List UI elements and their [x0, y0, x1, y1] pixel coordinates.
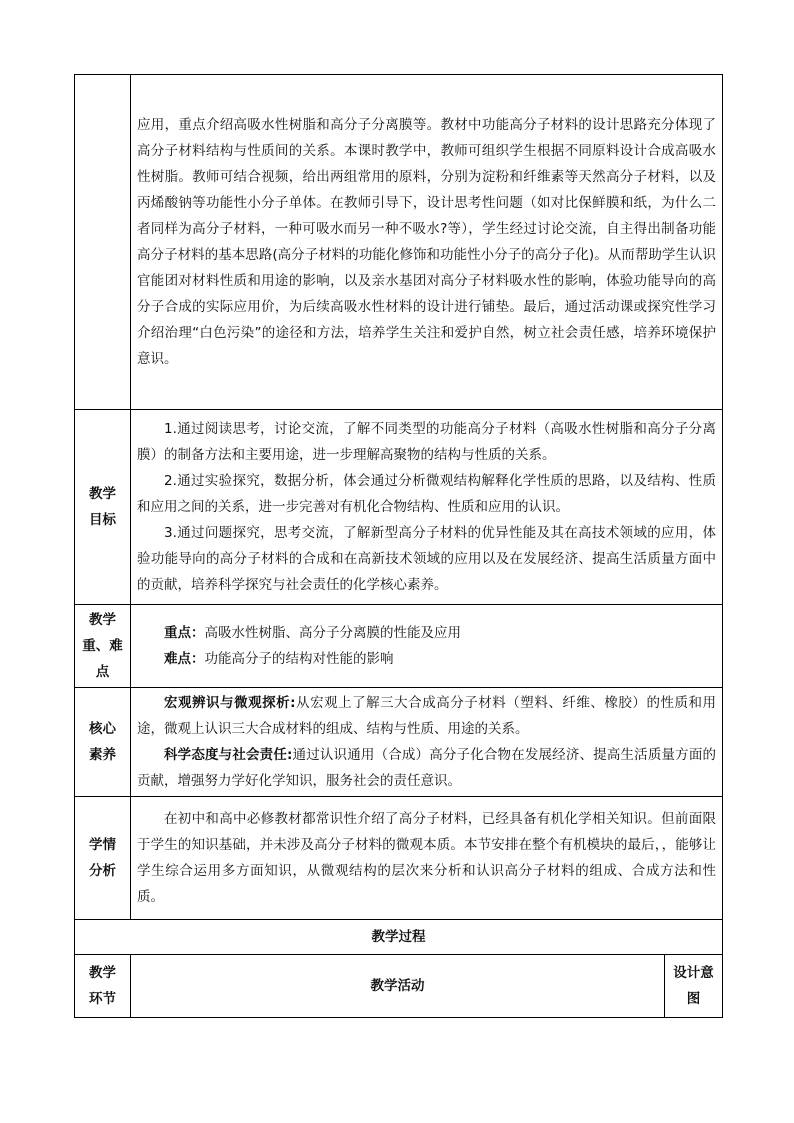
process-col3-line1: 设计意	[673, 965, 714, 981]
analysis-text: 在初中和高中必修教材都常识性介绍了高分子材料，已经具备有机化学相关知识。但前面限于学生的知识基础，并未涉及高分子材料的微观本质。本节安排在整个有机模块的最后，，能够让学生综合运用多方面知识，从微观结构的层次来分析和认识高分子材料的组成、合成方法和性质。	[137, 811, 716, 905]
process-col3-header	[665, 955, 723, 1018]
key-label-line2: 重、难	[82, 638, 123, 654]
process-col2-header: 教学活动	[131, 955, 665, 1018]
core-label-line1: 核心	[89, 721, 116, 737]
core-literacy-content-cell	[131, 688, 723, 797]
core-item-2-text: 通过认识通用（合成）高分子化合物在发展经济、提高生活质量方面的贡献，增强努力学好化学知识，服务社会的责任意识。	[137, 747, 716, 789]
key-points-content-cell	[131, 605, 723, 688]
key-points-row	[75, 605, 723, 688]
intro-row	[75, 75, 723, 410]
core-label-line2: 素养	[89, 747, 116, 763]
key-label-line3: 点	[95, 664, 110, 680]
process-col1-header	[75, 955, 131, 1018]
difficulty-text: 功能高分子的结构对性能的影响	[204, 651, 394, 667]
analysis-row	[75, 797, 723, 920]
analysis-content-cell	[131, 797, 723, 920]
key-points-label-cell	[75, 605, 131, 688]
goals-content-cell	[131, 410, 723, 605]
process-title: 教学过程	[75, 920, 723, 955]
core-literacy-row	[75, 688, 723, 797]
core-literacy-label-cell	[75, 688, 131, 797]
process-col1-line2: 环节	[89, 991, 116, 1007]
difficulty-label: 难点：	[164, 651, 205, 667]
process-col3-line2: 图	[686, 991, 701, 1007]
process-header-row	[75, 955, 723, 1018]
goals-label-line1: 教学	[89, 486, 116, 502]
core-item-1-label: 宏观辨识与微观探析:	[164, 695, 296, 711]
goals-label-cell	[75, 410, 131, 605]
intro-paragraph: 应用，重点介绍高吸水性树脂和高分子分离膜等。教材中功能高分子材料的设计思路充分体现了高分子材料结构与性质间的关系。本课时教学中，教师可组织学生根据不同原料设计合成高吸水性树脂。教师可结合视频，给出两组常用的原料，分别为淀粉和纤维素等天然高分子材料，以及丙烯酸钠等功能性小分子单体。在教师引导下，设计思考性问题（如对比保鲜膜和纸，为什么二者同样为高分子材料，一种可吸水而另一种不吸水?等），学生经过讨论交流，自主得出制备功能高分子材料的基本思路(高分子材料的功能化修饰和功能性小分子的高分子化)。从而帮助学生认识官能团对材料性质和用途的影响，以及亲水基团对高分子材料吸水性的影响，体验功能导向的高分子合成的实际应用价，为后续高吸水性材料的设计进行铺垫。最后，通过活动课或探究性学习介绍治理“白色污染”的途径和方法，培养学生关注和爱护自然，树立社会责任感，培养环境保护意识。	[137, 117, 716, 367]
focus-label: 重点：	[164, 625, 205, 641]
difficulty-line	[137, 646, 716, 672]
process-title-row	[75, 920, 723, 955]
goal-item-1: 1.通过阅读思考，讨论交流，了解不同类型的功能高分子材料（高吸水性树脂和高分子分离膜）的制备方法和主要用途，进一步理解高聚物的结构与性质的关系。	[137, 421, 716, 463]
process-col1-line1: 教学	[89, 965, 116, 981]
core-item-1-text: 从宏观上了解三大合成高分子材料（塑料、纤维、橡胶）的性质和用途，微观上认识三大合成材料的组成、结构与性质、用途的关系。	[137, 695, 717, 737]
intro-label-cell	[75, 75, 131, 410]
goals-label-line2: 目标	[89, 512, 116, 528]
intro-content-cell	[131, 75, 723, 410]
focus-text: 高吸水性树脂、高分子分离膜的性能及应用	[204, 625, 461, 641]
core-item-2-label: 科学态度与社会责任:	[164, 747, 293, 763]
analysis-label-line1: 学情	[89, 837, 116, 853]
analysis-label-line2: 分析	[89, 863, 116, 879]
focus-line	[137, 620, 716, 646]
key-label-line1: 教学	[89, 612, 116, 628]
analysis-label-cell	[75, 797, 131, 920]
lesson-plan-table	[74, 74, 723, 1018]
goals-row	[75, 410, 723, 605]
core-item-2	[137, 742, 716, 794]
goal-item-3: 3.通过问题探究，思考交流，了解新型高分子材料的优异性能及其在高技术领域的应用，体验功能导向的高分子材料的合成和在高新技术领域的应用以及在发展经济、提高生活质量方面中的贡献，培养科学探究与社会责任的化学核心素养。	[137, 525, 716, 593]
goal-item-2: 2.通过实验探究，数据分析，体会通过分析微观结构解释化学性质的思路，以及结构、性质和应用之间的关系，进一步完善对有机化合物结构、性质和应用的认识。	[137, 473, 716, 515]
core-item-1	[137, 690, 716, 742]
